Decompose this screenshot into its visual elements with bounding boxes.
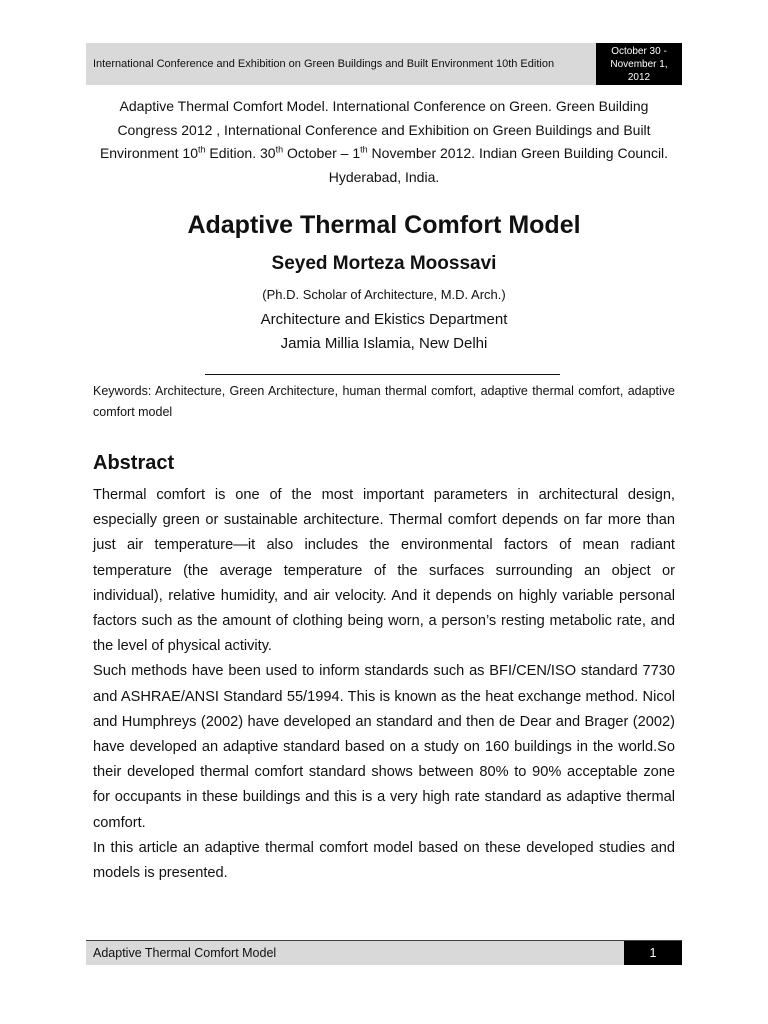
institution: Jamia Millia Islamia, New Delhi [280, 335, 488, 352]
abstract-paragraph: In this article an adaptive thermal comfort model based on these developed studies and models is presented. [93, 839, 675, 882]
footer-title: Adaptive Thermal Comfort Model [86, 941, 624, 965]
page-footer [86, 940, 682, 965]
citation-text: October – 1 [283, 145, 361, 161]
citation-block [92, 95, 676, 189]
citation-superscript: th [198, 144, 206, 155]
abstract-paragraph: Such methods have been used to inform standards such as BFI/CEN/ISO standard 7730 and ASHRAE/ANSI Standard 55/1994. This is known as the heat exchange method. Nicol and Humphreys (2002) have developed an standard and then de Dear and Brager (2002) have developed an adaptive standard based on a study on 160 buildings in the world.So their developed thermal comfort standard shows between 80% to 90% acceptable zone for occupants in these buildings and this is a very high rate standard as adaptive thermal comfort. [93, 663, 675, 831]
page-header [86, 43, 682, 85]
author-affiliation [92, 308, 676, 356]
citation-text: November 2012. Indian Green Building Council. Hyderabad, India. [328, 145, 669, 185]
abstract-body [93, 483, 675, 886]
department: Architecture and Ekistics Department [260, 311, 508, 328]
citation-text: Adaptive Thermal Comfort Model. International Conference on Green. Green Building Congress 2012 , International Conference and Exhibition on Green Buildings and Built Environment 10 [99, 98, 651, 161]
paper-title: Adaptive Thermal Comfort Model [187, 211, 581, 239]
citation-superscript: th [275, 144, 284, 155]
header-date-line: November 1, [610, 58, 668, 70]
page-number: 1 [624, 941, 682, 965]
divider-line [205, 374, 560, 375]
header-date-line: 2012 [627, 71, 651, 83]
citation-superscript: th [360, 144, 368, 155]
author-name: Seyed Morteza Moossavi [271, 253, 497, 274]
abstract-heading: Abstract [93, 452, 175, 474]
author-role: (Ph.D. Scholar of Architecture, M.D. Arch.) [262, 287, 506, 302]
header-conference-name: International Conference and Exhibition on Green Buildings and Built Environment 10th Edition [86, 43, 596, 85]
keywords: Keywords: Architecture, Green Architecture, human thermal comfort, adaptive thermal comfort, adaptive comfort model [93, 384, 675, 419]
header-date-box [596, 43, 682, 85]
header-date-line: October 30 - [611, 45, 667, 57]
citation-text: Edition. 30 [205, 145, 276, 161]
abstract-paragraph: Thermal comfort is one of the most important parameters in architectural design, especially green or sustainable architecture. Thermal comfort depends on far more than just air temperature—it also includes the environmental factors of mean radiant temperature (the average temperature of the surfaces surrounding an object or individual), relative humidity, and air velocity. And it depends on highly variable personal factors such as the amount of clothing being worn, a person’s resting metabolic rate, and the level of physical activity. [93, 487, 675, 655]
